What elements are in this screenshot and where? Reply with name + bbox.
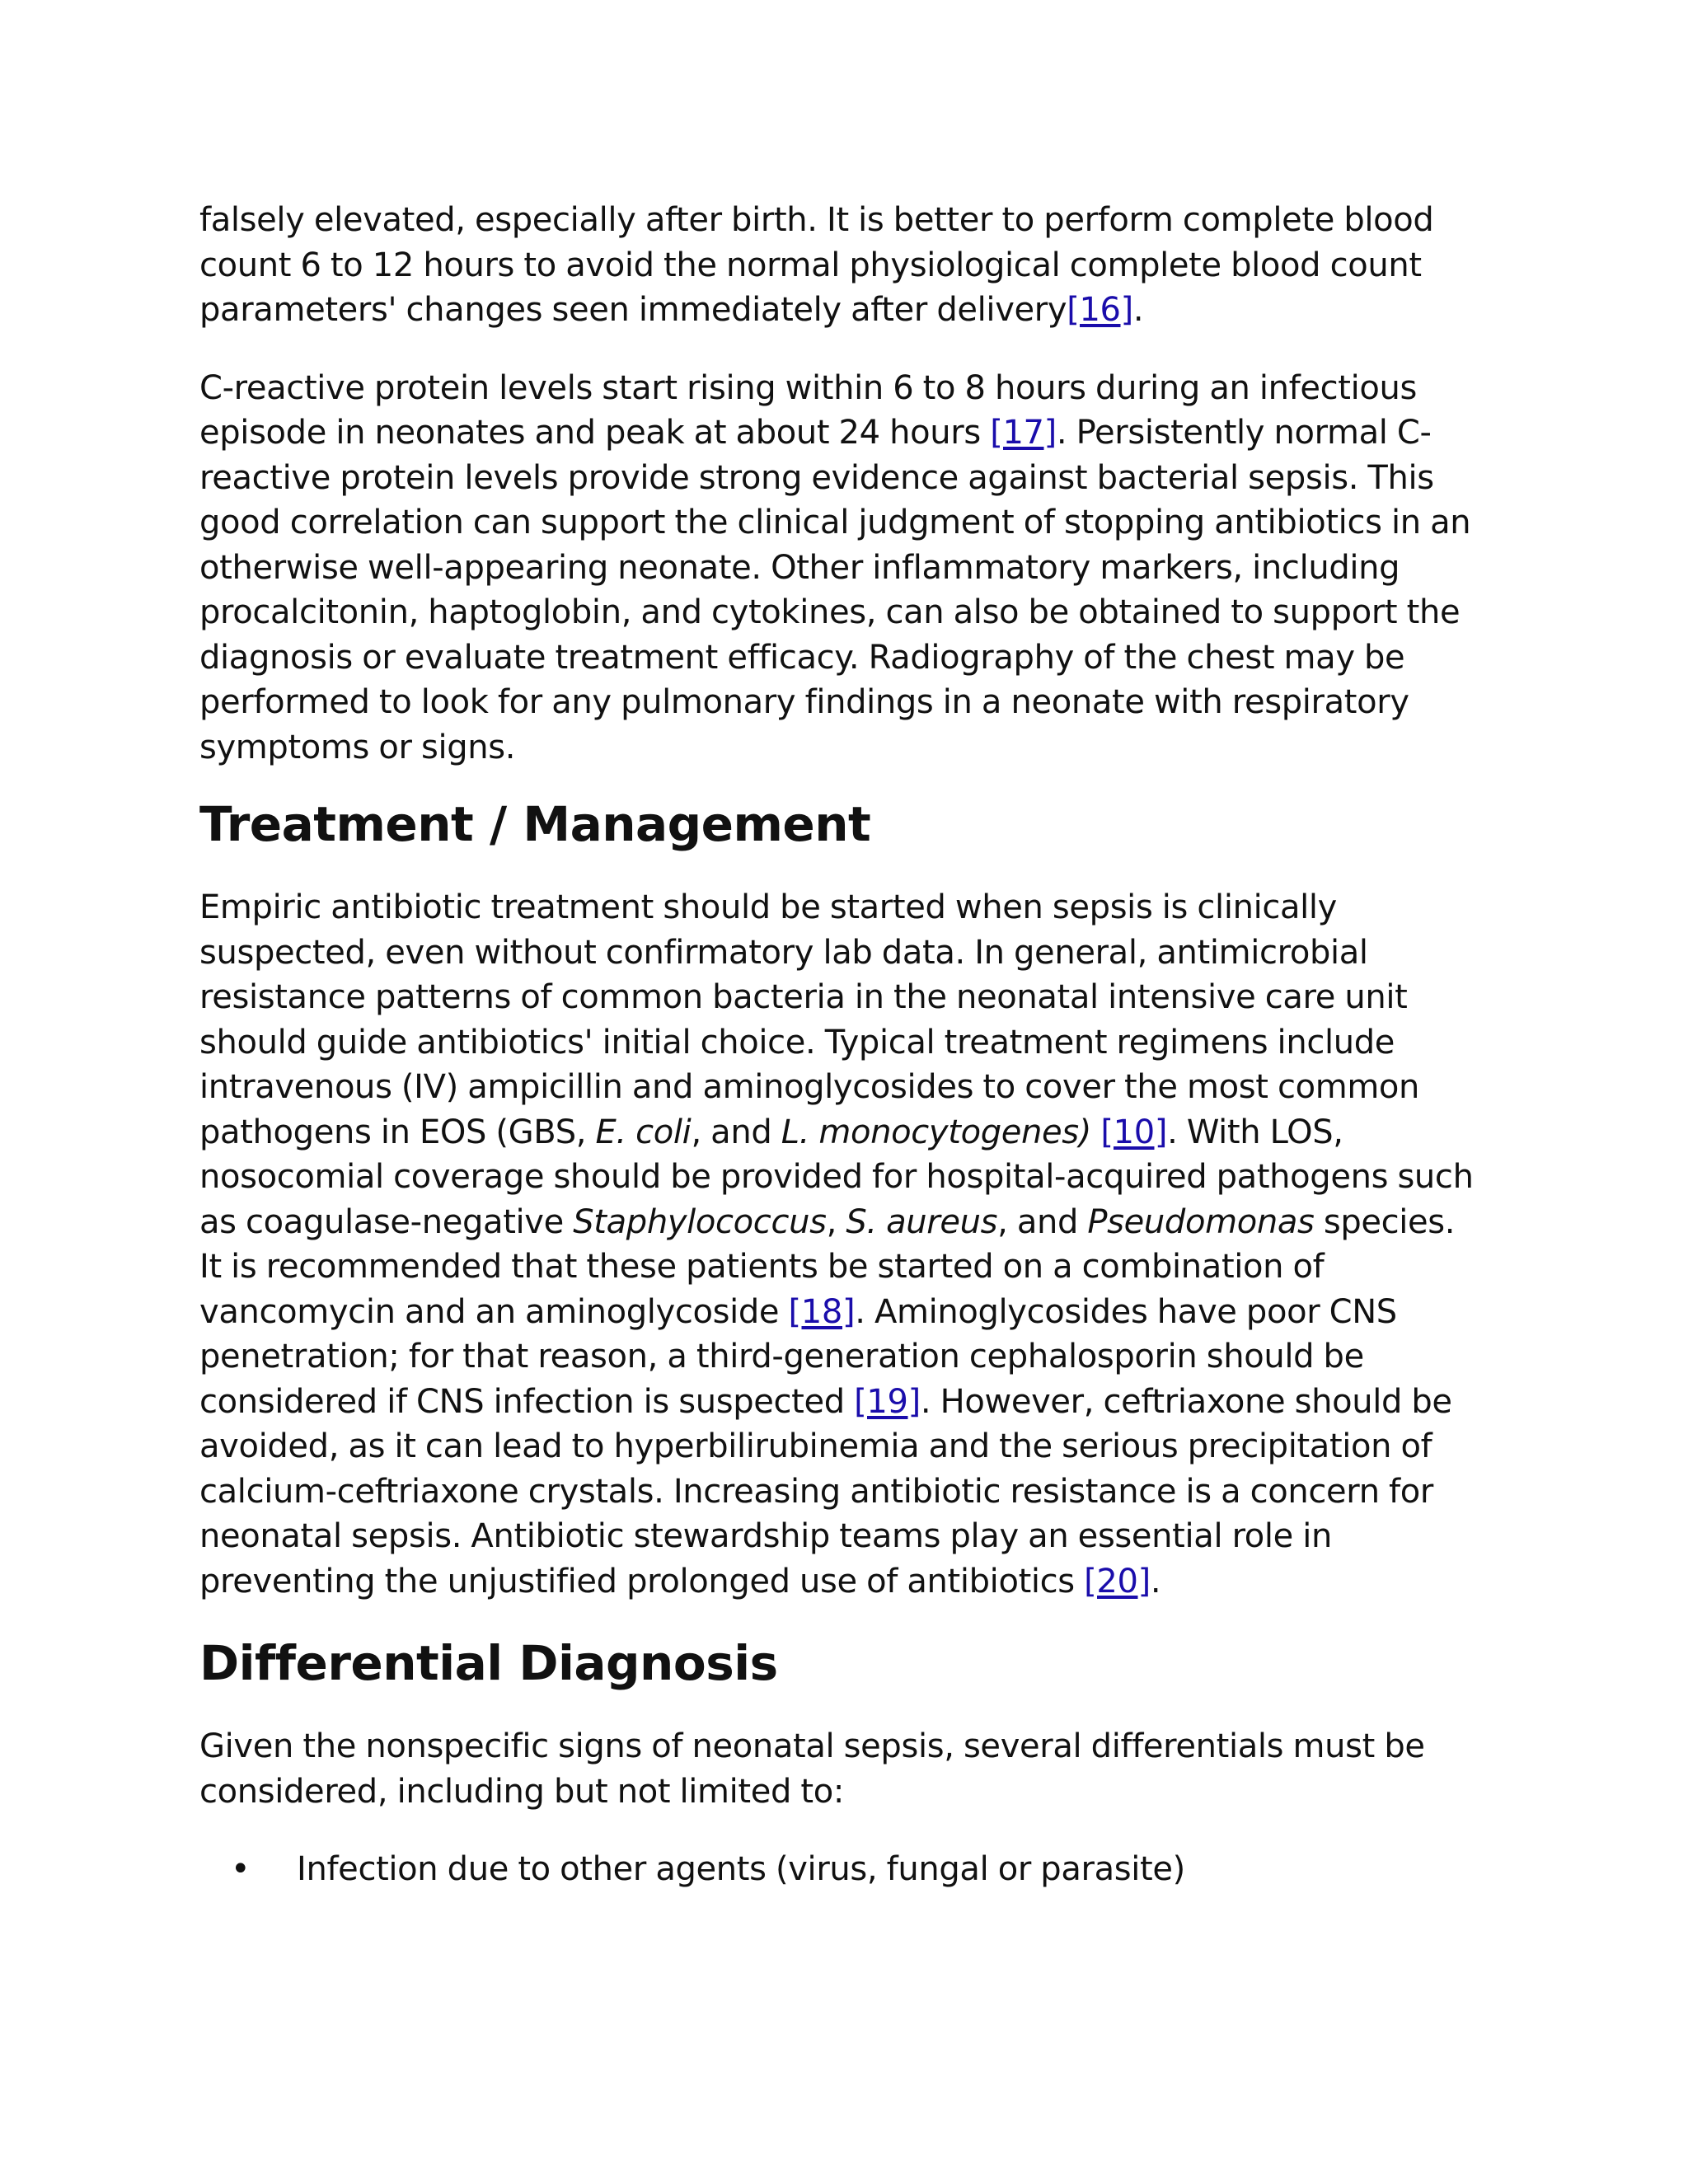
- italic-organism-pseudomonas: Pseudomonas: [1087, 1202, 1315, 1241]
- list-item: [199, 1847, 1485, 1892]
- italic-organism-ecoli: E. coli: [595, 1113, 692, 1151]
- reference-link-17[interactable]: [17]: [990, 414, 1057, 452]
- paragraph-text: . Persistently normal C-reactive protein levels provide strong evidence against bacterial sepsis. This good correlation can support the clinical judgment of stopping antibiotics in an otherwise well-appearing neonate. Other inflammatory markers, including procalcitonin, haptoglobin, and cytokines, can also be obtained to support the diagnosis or evaluate treatment efficacy. Radiography of the chest may be performed to look for any pulmonary findings in a neonate with respiratory symptoms or signs.: [199, 414, 1471, 766]
- paragraph-text: falsely elevated, especially after birth. It is better to perform complete blood count 6 to 12 hours to avoid the normal physiological complete blood count parameters' changes seen immediately after delivery: [199, 201, 1434, 329]
- paragraph-text: .: [1132, 291, 1144, 329]
- reference-link-10[interactable]: [10]: [1100, 1113, 1168, 1151]
- paragraph-text: C-reactive protein levels start rising within 6 to 8 hours during an infectious episode in neonates and peak at about 24 hours: [199, 368, 1417, 452]
- paragraph-text: . With LOS, nosocomial coverage should be provided for hospital-acquired pathogens such as coagulase-negative: [199, 1113, 1474, 1241]
- list-item-text: Infection due to other agents (virus, fungal or parasite): [297, 1850, 1185, 1888]
- paragraph-text: . However, ceftriaxone should be avoided, as it can lead to hyperbilirubinemia and the serious precipitation of calcium-ceftriaxone crystals. Increasing antibiotic resistance is a concern for neonatal sepsis. Antibiotic stewardship teams play an essential role in preventing the unjustified prolonged use of antibiotics: [199, 1382, 1452, 1601]
- paragraph-crp: [199, 366, 1485, 771]
- section-heading-differential: Differential Diagnosis: [199, 1635, 778, 1691]
- paragraph-text: species. It is recommended that these patients be started on a combination of vancomycin and an aminoglycoside: [199, 1202, 1456, 1331]
- italic-organism-staphylococcus: Staphylococcus: [573, 1202, 827, 1241]
- paragraph-differential-intro: Given the nonspecific signs of neonatal sepsis, several differentials must be considered, including but not limited to:: [199, 1727, 1425, 1811]
- bullet-icon: •: [231, 1850, 251, 1888]
- reference-link-16[interactable]: [16]: [1067, 291, 1133, 329]
- paragraph-text: , and: [691, 1113, 781, 1151]
- paragraph-text: , and: [997, 1202, 1088, 1241]
- italic-organism-listeria: L. monocytogenes): [781, 1113, 1092, 1151]
- italic-organism-saureus: S. aureus: [846, 1202, 998, 1241]
- paragraph-text: .: [1150, 1562, 1161, 1601]
- paragraph-text: Empiric antibiotic treatment should be started when sepsis is clinically suspected, even without confirmatory lab data. In general, antimicrobial resistance patterns of common bacteria in the neonatal intensive care unit should guide antibiotics' initial choice. Typical treatment regimens include intravenous (IV) ampicillin and aminoglycosides to cover the most common pathogens in EOS (GBS,: [199, 888, 1420, 1151]
- reference-link-19[interactable]: [19]: [854, 1382, 921, 1421]
- differential-list: [199, 1847, 1485, 1892]
- article-page: [199, 198, 1485, 1892]
- section-heading-treatment: Treatment / Management: [199, 796, 871, 852]
- paragraph-text: [1091, 1113, 1100, 1151]
- reference-link-20[interactable]: [20]: [1084, 1562, 1151, 1601]
- reference-link-18[interactable]: [18]: [788, 1292, 856, 1331]
- paragraph-treatment: [199, 885, 1485, 1604]
- paragraph-cbc-timing: [199, 198, 1485, 333]
- paragraph-text: ,: [826, 1202, 846, 1241]
- paragraph-text: . Aminoglycosides have poor CNS penetration; for that reason, a third-generation cephalosporin should be considered if CNS infection is suspected: [199, 1292, 1397, 1421]
